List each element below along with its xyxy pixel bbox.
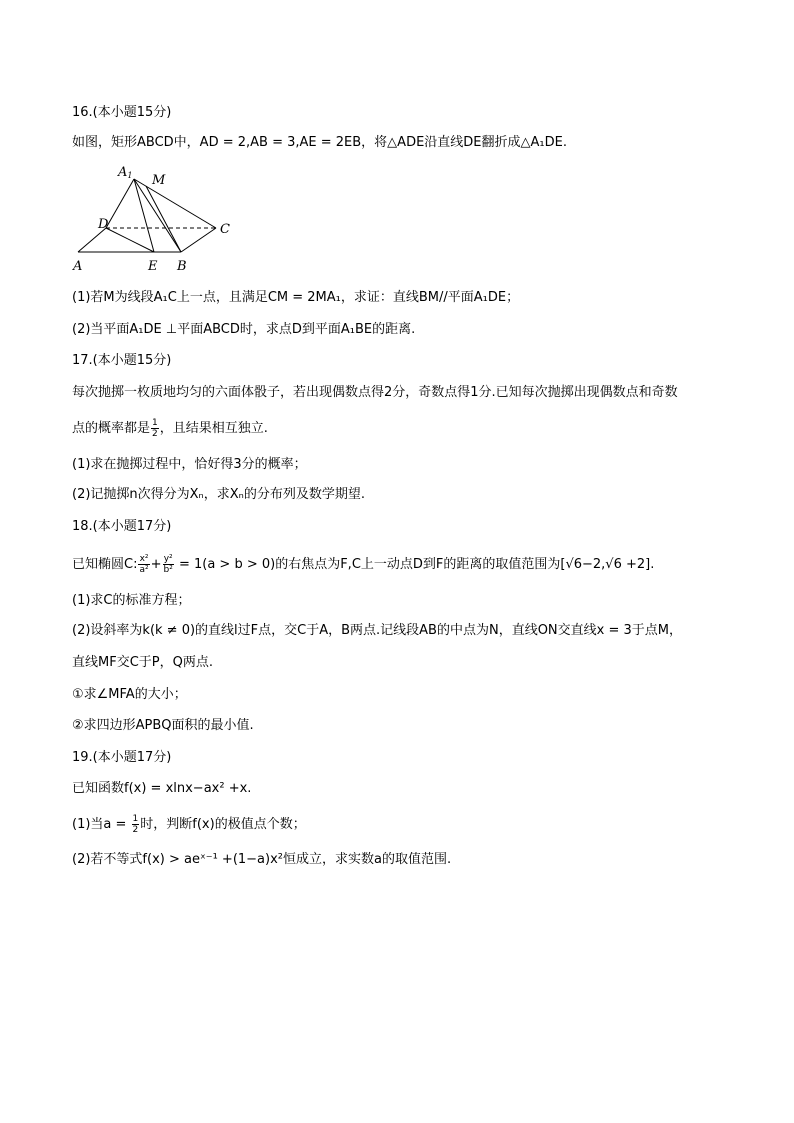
edge-A1E <box>134 179 154 252</box>
q19-part1 <box>72 814 306 835</box>
q17-header: 17.(本小题15分) <box>72 353 172 368</box>
edge-DE <box>106 228 154 252</box>
q16-header: 16.(本小题15分) <box>72 105 172 120</box>
edge-A1B <box>134 179 181 252</box>
q18-part2-line2: 直线MF交C于P，Q两点. <box>72 655 213 670</box>
q16-part2: (2)当平面A₁DE ⊥平面ABCD时，求点D到平面A₁BE的距离. <box>72 322 416 337</box>
q18-sub2: ②求四边形APBQ面积的最小值. <box>72 718 254 733</box>
fraction-half <box>132 814 140 835</box>
frac-num: 1 <box>132 814 139 824</box>
q17-stem-line2 <box>72 418 268 439</box>
q18-part1: (1)求C的标准方程； <box>72 593 191 608</box>
q18-stem: 已知椭圆C: $\frac{\text{x²}}{\text{a²}}$ + $\frac{\text{y²}}{\text{b²}}$ = 1(a > b > 0)的右焦点为F,C上一动点D到F的距离的取值范围为[√6−2,√6 +2]. <box>72 554 655 575</box>
q17-part2: (2)记抛掷n次得分为Xₙ，求Xₙ的分布列及数学期望. <box>72 487 365 502</box>
q17-stem-line1: 每次抛掷一枚质地均匀的六面体骰子，若出现偶数点得2分，奇数点得1分.已知每次抛掷出现偶数点和奇数 <box>72 385 678 400</box>
q19-stem: 已知函数f(x) = xlnx−ax² +x. <box>72 781 252 796</box>
q19-part1-pre: (1)当a = <box>72 817 131 832</box>
label-D: D <box>98 217 109 232</box>
q17-stem-line2-post: ，且结果相互独立. <box>159 421 268 436</box>
q16-stem: 如图，矩形ABCD中，AD = 2,AB = 3,AE = 2EB，将△ADE沿直线DE翻折成△A₁DE. <box>72 135 567 150</box>
q19-part1-post: 时，判断f(x)的极值点个数； <box>140 817 306 832</box>
q18-sub1: ①求∠MFA的大小； <box>72 687 187 702</box>
ellipse-x-term: $\frac{\text{x²}}{\text{a²}}$ <box>139 554 149 575</box>
label-B: B <box>177 259 187 274</box>
edge-BC <box>181 228 216 252</box>
q18-header: 18.(本小题17分) <box>72 519 172 534</box>
frac-den: 2 <box>152 429 158 439</box>
q16-figure <box>68 162 238 277</box>
label-M: M <box>152 173 166 188</box>
q18-part2-line1: (2)设斜率为k(k ≠ 0)的直线l过F点，交C于A，B两点.记线段AB的中点为N，直线ON交直线x = 3于点M， <box>72 623 682 638</box>
label-E: E <box>148 259 158 274</box>
label-C: C <box>220 222 230 237</box>
q17-part1: (1)求在抛掷过程中，恰好得3分的概率； <box>72 457 307 472</box>
q16-part1: (1)若M为线段A₁C上一点，且满足CM = 2MA₁，求证：直线BM//平面A₁DE； <box>72 290 520 305</box>
fraction-half <box>151 418 159 439</box>
q18-stem-post: = 1(a > b > 0)的右焦点为F,C上一动点D到F的距离的取值范围为[√6−2,√6 +2]. <box>174 557 655 572</box>
frac-den: 2 <box>132 825 139 835</box>
label-A1: A1 <box>118 165 133 180</box>
frac-num: 1 <box>152 418 158 428</box>
q18-stem-pre: 已知椭圆C: <box>72 557 138 572</box>
label-A: A <box>73 259 83 274</box>
q17-stem-line2-pre: 点的概率都是 <box>72 421 151 436</box>
q19-part2: (2)若不等式f(x) > aeˣ⁻¹ +(1−a)x²恒成立，求实数a的取值范围. <box>72 852 452 867</box>
ellipse-y-term: $\frac{\text{y²}}{\text{b²}}$ <box>163 554 173 575</box>
edge-A1D <box>106 179 134 228</box>
q19-header: 19.(本小题17分) <box>72 750 172 765</box>
